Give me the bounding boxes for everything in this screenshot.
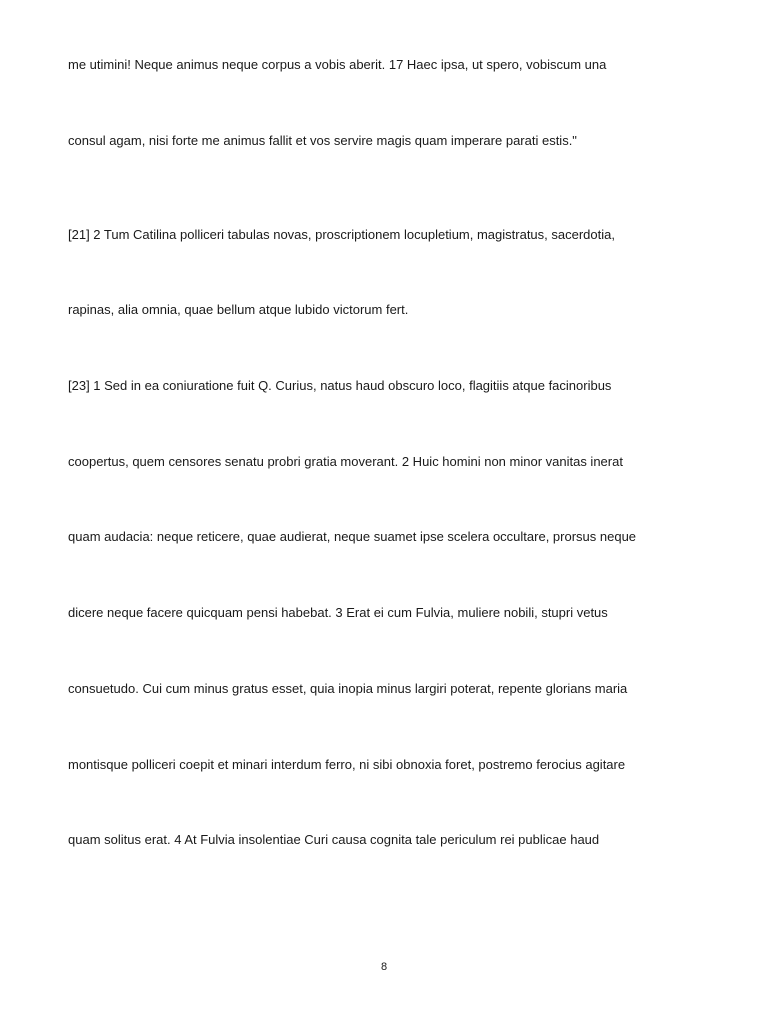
text-line: dicere neque facere quicquam pensi habebat. 3 Erat ei cum Fulvia, muliere nobili, stupri vetus [68, 605, 608, 620]
text-line: montisque polliceri coepit et minari interdum ferro, ni sibi obnoxia foret, postremo ferocius agitare [68, 757, 626, 772]
text-line: [23] 1 Sed in ea coniuratione fuit Q. Curius, natus haud obscuro loco, flagitiis atque facinoribus [68, 378, 612, 393]
text-line: quam solitus erat. 4 At Fulvia insolentiae Curi causa cognita tale periculum rei publicae haud [68, 832, 600, 847]
text-line: [21] 2 Tum Catilina polliceri tabulas novas, proscriptionem locupletium, magistratus, sacerdotia, [68, 227, 615, 242]
text-line: consuetudo. Cui cum minus gratus esset, quia inopia minus largiri poterat, repente glorians maria [68, 681, 628, 696]
text-line: consul agam, nisi forte me animus fallit et vos servire magis quam imperare parati estis." [68, 133, 577, 148]
text-line: rapinas, alia omnia, quae bellum atque lubido victorum fert. [68, 302, 409, 317]
text-line: coopertus, quem censores senatu probri gratia moverant. 2 Huic homini non minor vanitas inerat [68, 454, 623, 469]
page-number: 8 [380, 961, 388, 973]
text-line: me utimini! Neque animus neque corpus a vobis aberit. 17 Haec ipsa, ut spero, vobiscum una [68, 57, 607, 72]
text-line: quam audacia: neque reticere, quae audierat, neque suamet ipse scelera occultare, prorsus neque [68, 529, 637, 544]
